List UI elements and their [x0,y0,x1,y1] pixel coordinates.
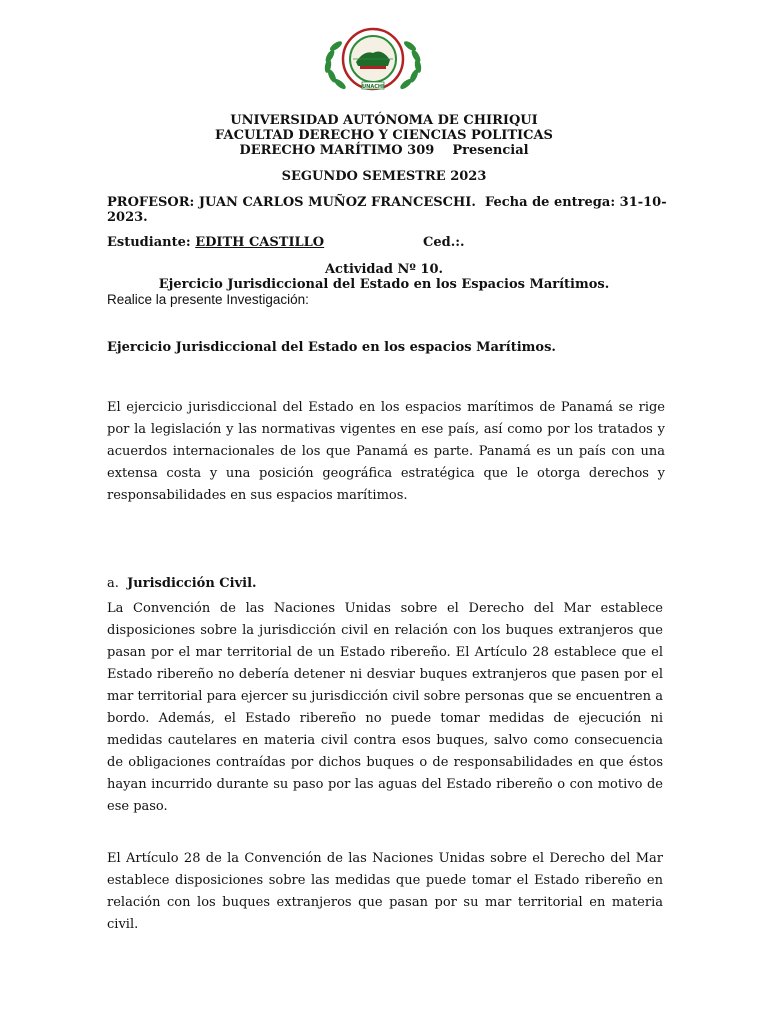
subsection-letter: a. [107,576,119,591]
course-line [0,143,768,158]
activity-instruction: Realice la presente Investigación: [107,292,309,307]
student-name: EDITH CASTILLO [195,235,325,250]
professor-line-continued: 2023. [107,210,148,225]
subsection-title: Jurisdicción Civil. [127,576,257,591]
section-title: Ejercicio Jurisdiccional del Estado en los espacios Marítimos. [107,340,556,355]
student-row [107,235,324,250]
subsection-heading [107,576,257,591]
semester: SEGUNDO SEMESTRE 2023 [281,169,487,184]
course-modality: Presencial [452,143,529,158]
professor-line: PROFESOR: JUAN CARLOS MUÑOZ FRANCESCHI. Fecha de entrega: 31-10- [107,195,667,210]
paragraph-civil-jurisdiction: La Convención de las Naciones Unidas sobre el Derecho del Mar establece disposiciones sobre la jurisdicción civil en relación con los buques extranjeros que pasan por el mar territorial de un Estado ribereño. El Artículo 28 establece que el Estado ribereño no debería detener ni desviar buques extranjeros que pasen por el mar territorial para ejercer su jurisdicción civil sobre personas que se encuentren a bordo. Además, el Estado ribereño no puede tomar medidas de ejecución ni medidas cautelares en materia civil contra esos buques, salvo como consecuencia de obligaciones contraídas por dichos buques o de responsabilidades en que éstos hayan incurrido durante su paso por las aguas del Estado ribereño o con motivo de ese paso. [107,601,663,814]
intro-paragraph: El ejercicio jurisdiccional del Estado en los espacios marítimos de Panamá se rige por la legislación y las normativas vigentes en ese país, así como por los tratados y acuerdos internacionales de los que Panamá es parte. Panamá es un país con una extensa costa y una posición geográfica estratégica que le otorga derechos y responsabilidades en sus espacios marítimos. [107,400,665,503]
university-seal-logo [320,26,426,92]
course-name: DERECHO MARÍTIMO 309 [239,143,435,158]
activity-number: Actividad Nº 10. [324,262,444,277]
faculty-name: FACULTAD DERECHO Y CIENCIAS POLITICAS [215,128,553,143]
ced-label: Ced.:. [423,235,465,250]
paragraph-article-28: El Artículo 28 de la Convención de las Naciones Unidas sobre el Derecho del Mar establece disposiciones sobre las medidas que puede tomar el Estado ribereño en relación con los buques extranjeros que pasan por su mar territorial en materia civil. [107,851,663,932]
logo-text: UNACHI [362,84,384,90]
activity-title: Ejercicio Jurisdiccional del Estado en los Espacios Marítimos. [158,277,610,292]
student-label: Estudiante: [107,235,191,250]
university-name: UNIVERSIDAD AUTÓNOMA DE CHIRIQUI [230,113,538,128]
